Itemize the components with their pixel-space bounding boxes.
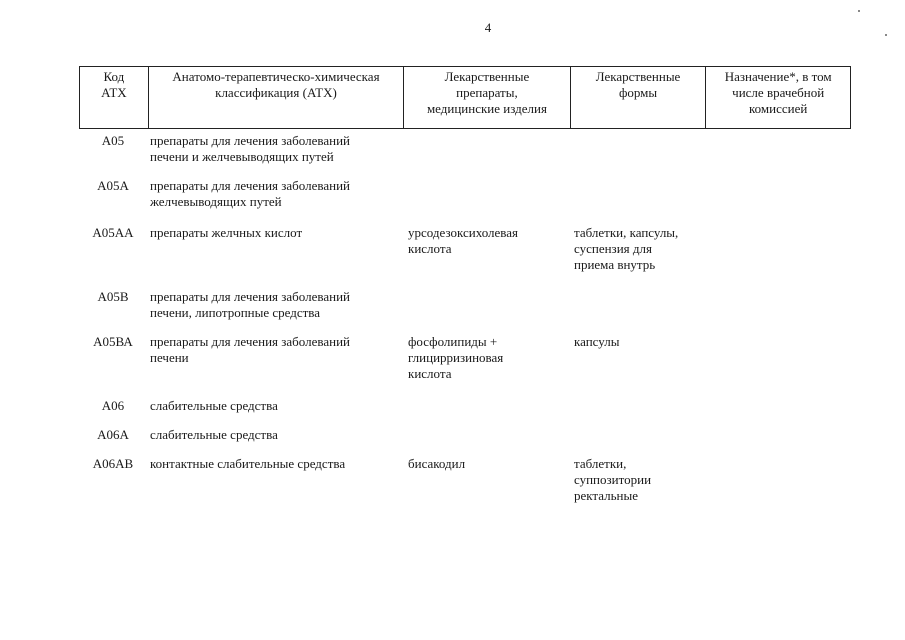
row-code: А05ВА xyxy=(93,334,133,349)
header-code: Код АТХ xyxy=(101,69,127,100)
row-form xyxy=(570,133,706,165)
table-row xyxy=(79,289,851,321)
row-purpose xyxy=(706,289,851,321)
header-drugs: Лекарственные препараты, медицинские изделия xyxy=(403,67,570,128)
row-purpose xyxy=(706,225,851,273)
table-row xyxy=(79,225,851,273)
table-row xyxy=(79,133,851,165)
table-row xyxy=(79,398,851,414)
row-drug: урсодезоксихолевая кислота xyxy=(408,225,519,256)
row-form xyxy=(570,178,706,210)
page-number: 4 xyxy=(484,20,492,35)
row-drug: бисакодил xyxy=(408,456,466,471)
row-form: таблетки, суппозитории ректальные xyxy=(574,456,652,503)
row-purpose xyxy=(706,398,851,414)
row-drug xyxy=(403,427,570,443)
row-drug: фосфолипиды + глицирризиновая кислота xyxy=(408,334,504,381)
row-atx: контактные слабительные средства xyxy=(150,456,346,471)
row-atx: препараты для лечения заболеваний печени и желчевыводящих путей xyxy=(150,133,350,164)
header-forms: Лекарственные формы xyxy=(570,67,706,128)
row-form xyxy=(570,289,706,321)
row-code: А05А xyxy=(97,178,129,193)
row-drug xyxy=(403,289,570,321)
row-drug xyxy=(403,398,570,414)
row-code: А05 xyxy=(101,133,125,148)
row-atx: слабительные средства xyxy=(150,427,278,442)
row-purpose xyxy=(706,334,851,382)
row-code: А05АА xyxy=(92,225,134,240)
scan-speck xyxy=(885,34,887,36)
table-row xyxy=(79,427,851,443)
row-purpose xyxy=(706,427,851,443)
row-code: А05В xyxy=(97,289,129,304)
row-code: А06АВ xyxy=(92,456,134,471)
table-row xyxy=(79,178,851,210)
table-header xyxy=(79,66,851,129)
table-row xyxy=(79,334,851,382)
header-purpose: Назначение*, в том числе врачебной комиссией xyxy=(705,67,850,128)
row-atx: препараты желчных кислот xyxy=(150,225,303,240)
table-row xyxy=(79,456,851,504)
header-atx: Анатомо-терапевтическо-химическая классификация (АТХ) xyxy=(148,67,403,128)
row-atx: слабительные средства xyxy=(150,398,278,413)
row-drug xyxy=(403,133,570,165)
scan-speck xyxy=(858,10,860,12)
row-code: А06 xyxy=(101,398,125,413)
row-form: таблетки, капсулы, суспензия для приема внутрь xyxy=(574,225,679,272)
row-form xyxy=(570,398,706,414)
row-atx: препараты для лечения заболеваний печени, липотропные средства xyxy=(150,289,350,320)
row-atx: препараты для лечения заболеваний печени xyxy=(150,334,350,365)
row-form: капсулы xyxy=(574,334,620,349)
row-code: А06А xyxy=(97,427,129,442)
row-purpose xyxy=(706,456,851,504)
row-atx: препараты для лечения заболеваний желчевыводящих путей xyxy=(150,178,350,209)
row-form xyxy=(570,427,706,443)
row-drug xyxy=(403,178,570,210)
row-purpose xyxy=(706,133,851,165)
row-purpose xyxy=(706,178,851,210)
